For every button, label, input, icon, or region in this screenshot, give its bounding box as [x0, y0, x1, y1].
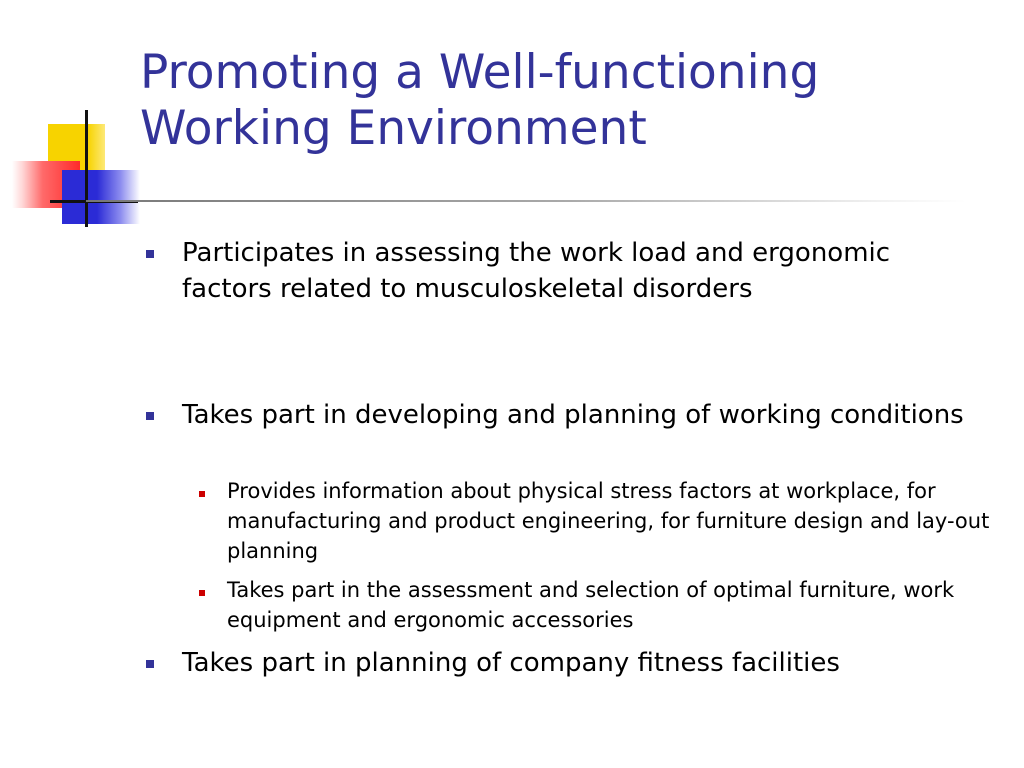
- corner-decoration: [0, 0, 160, 240]
- slide-title-line-2: Working Environment: [140, 101, 647, 156]
- vertical-line-decoration: [85, 110, 88, 227]
- title-divider: [86, 200, 966, 202]
- square-bullet-icon: [146, 250, 154, 258]
- sub-bullet-item: Takes part in the assessment and selection of optimal furniture, work equipment and ergonomic accessories: [227, 578, 955, 632]
- slide-title: [140, 45, 1000, 157]
- square-bullet-icon: [146, 660, 154, 668]
- slide-title-line-1: Promoting a Well-functioning: [140, 45, 820, 100]
- square-bullet-icon: [199, 590, 205, 596]
- sub-bullet-item: Provides information about physical stress factors at workplace, for manufacturing and product engineering, for furniture design and lay-out planning: [227, 479, 990, 563]
- bullet-item: Takes part in planning of company fitness facilities: [182, 648, 840, 678]
- bullet-item: Participates in assessing the work load and ergonomic factors related to musculoskeletal disorders: [182, 238, 891, 304]
- square-bullet-icon: [146, 412, 154, 420]
- blue-square-decoration: [62, 170, 140, 224]
- bullet-item: Takes part in developing and planning of working conditions: [182, 400, 964, 430]
- square-bullet-icon: [199, 491, 205, 497]
